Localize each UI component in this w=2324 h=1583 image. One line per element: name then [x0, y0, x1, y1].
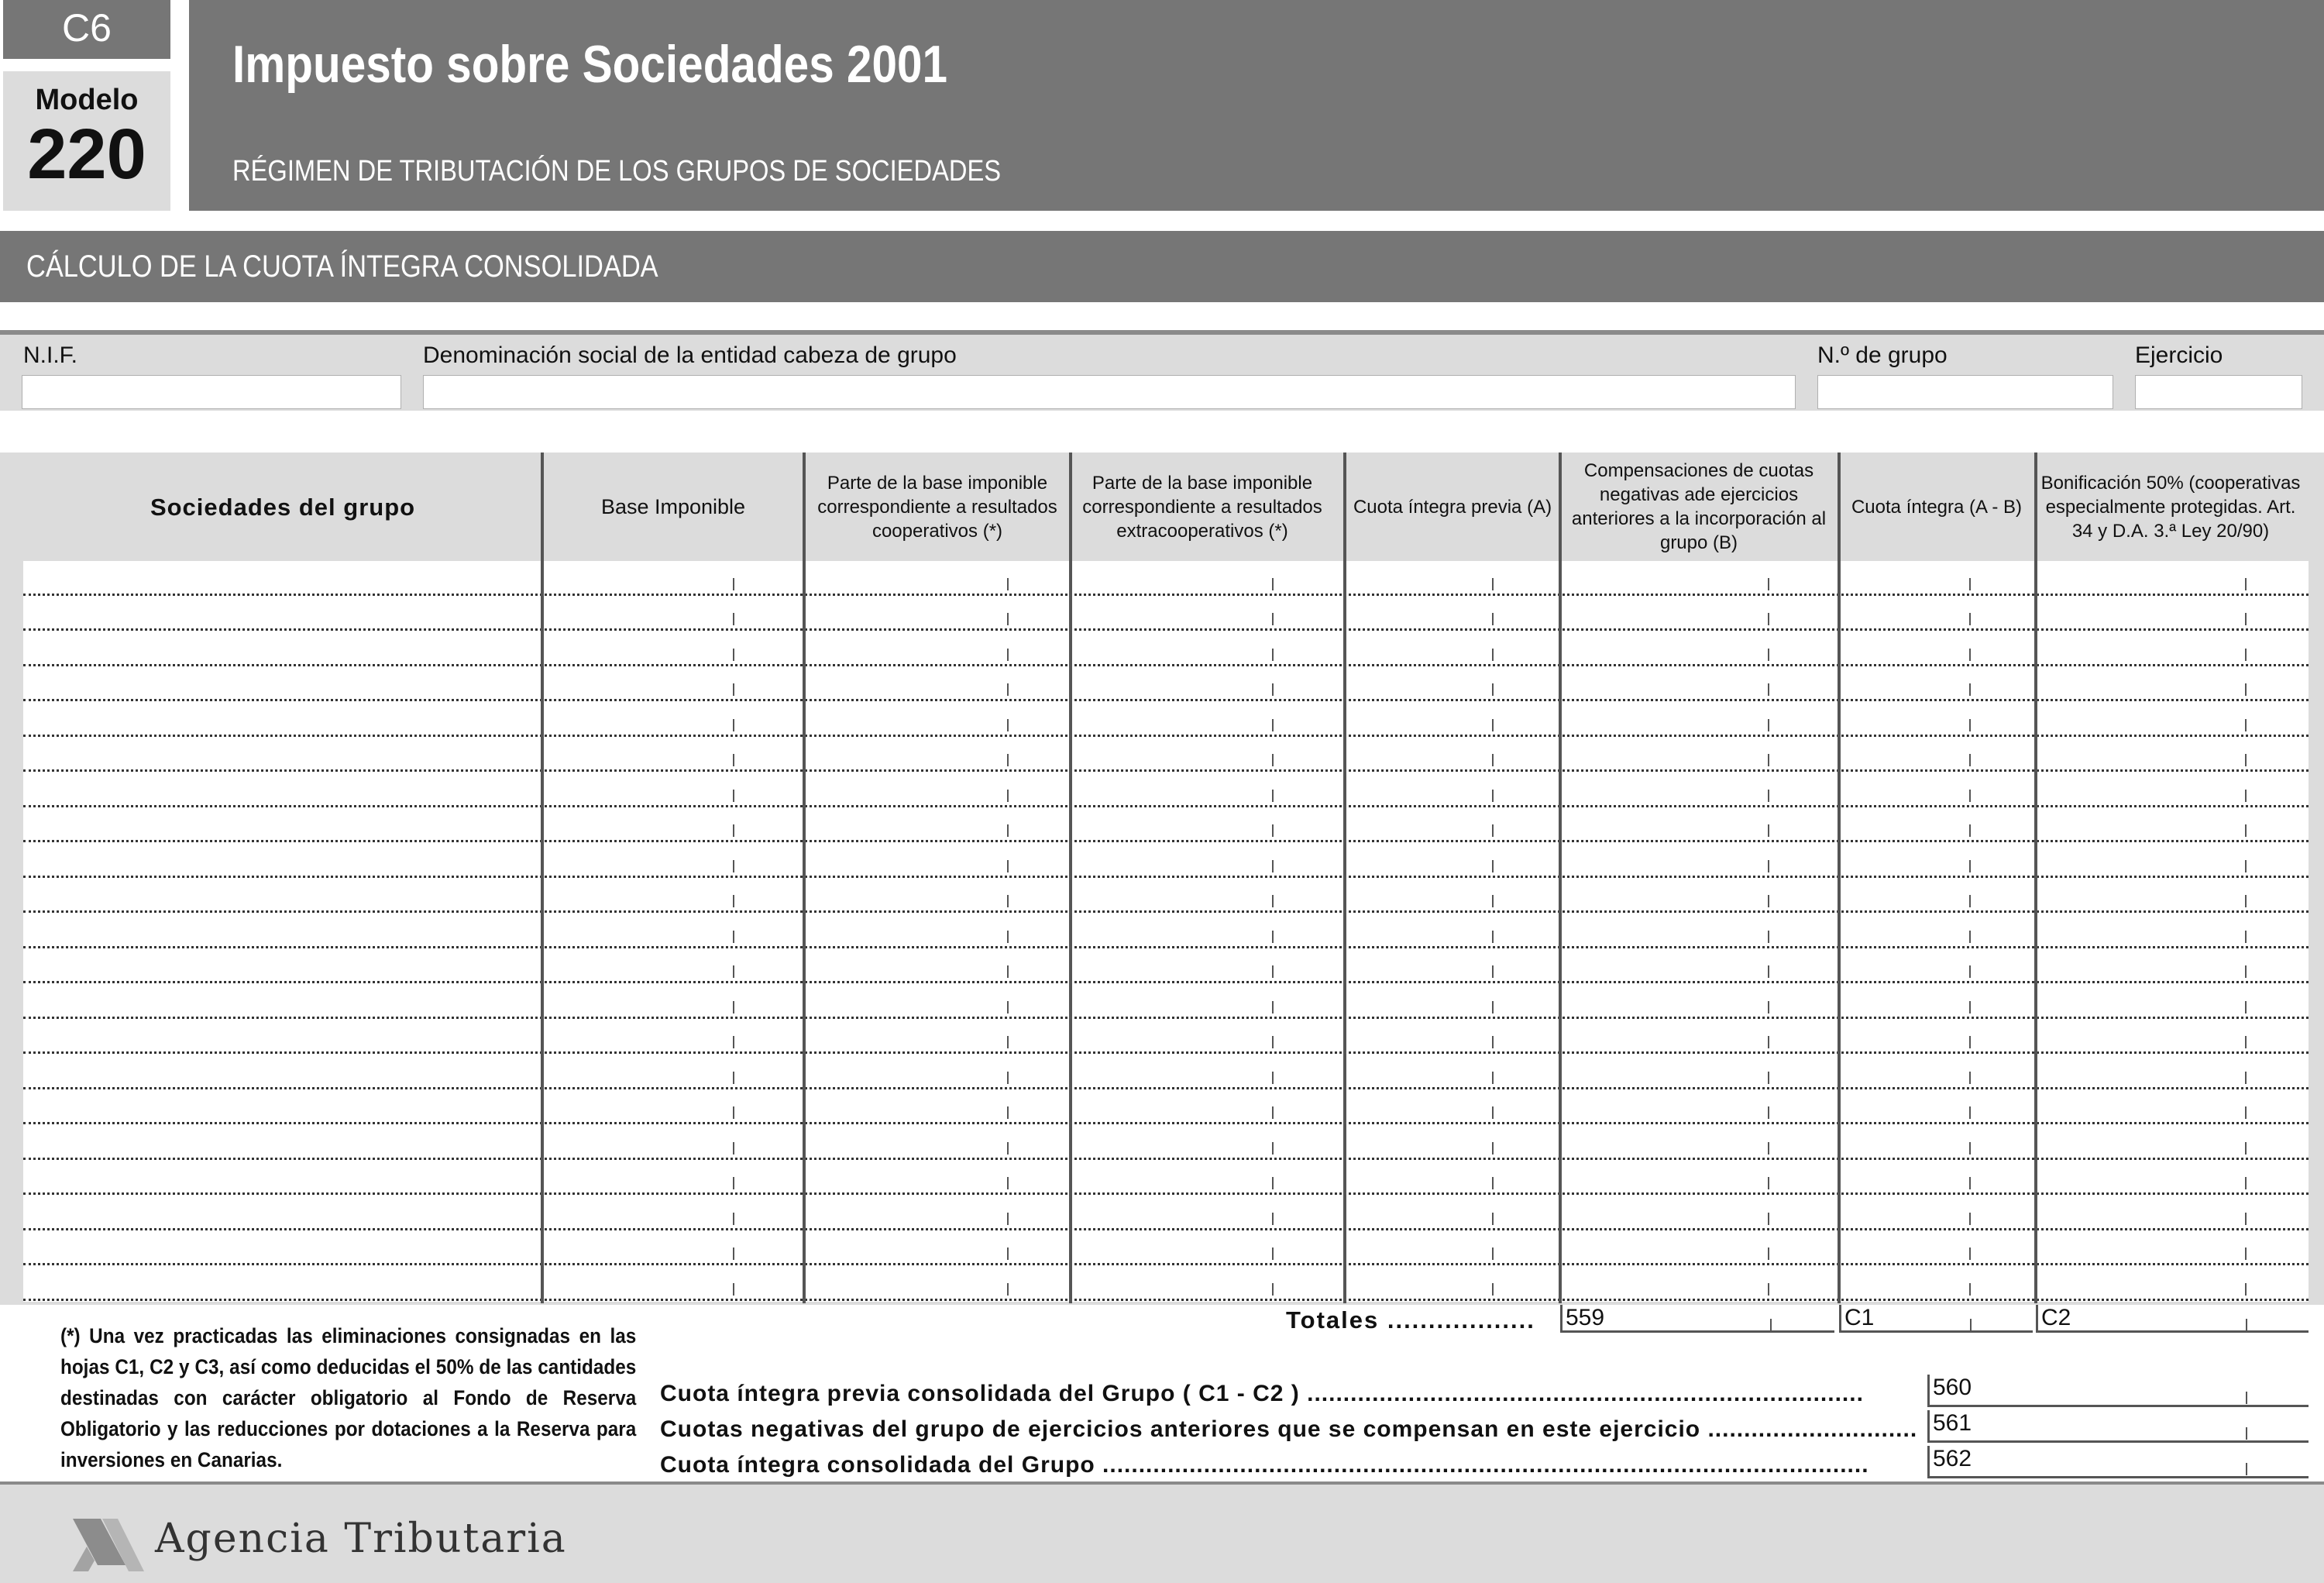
decimal-tick [733, 578, 734, 590]
decimal-tick [2245, 1106, 2247, 1119]
decimal-tick [2245, 1283, 2247, 1296]
page-subtitle: RÉGIMEN DE TRIBUTACIÓN DE LOS GRUPOS DE SOCIEDADES [232, 155, 1002, 188]
table-row[interactable] [23, 876, 2309, 878]
decimal-tick [1969, 1072, 1971, 1084]
table-row[interactable] [23, 1051, 2309, 1054]
decimal-tick [1272, 1283, 1274, 1296]
decimal-tick [733, 1072, 734, 1084]
decimal-tick [1492, 1072, 1494, 1084]
table-row[interactable] [23, 594, 2309, 596]
nif-field[interactable] [22, 375, 401, 409]
decimal-tick [1272, 578, 1274, 590]
decimal-tick [2245, 895, 2247, 907]
decimal-tick [1492, 1036, 1494, 1048]
decimal-tick [2245, 860, 2247, 872]
decimal-tick [1007, 649, 1009, 661]
agencia-tributaria-logo-icon [71, 1511, 146, 1576]
decimal-tick [1272, 1213, 1274, 1225]
decimal-tick [1970, 1319, 1972, 1331]
table-row[interactable] [23, 946, 2309, 948]
section-band [0, 231, 2324, 302]
decimal-tick [2245, 649, 2247, 661]
decimal-tick [1969, 895, 1971, 907]
page-title: Impuesto sobre Sociedades 2001 [232, 35, 948, 94]
decimal-tick [1768, 1247, 1769, 1260]
calc-label-561: Cuotas negativas del grupo de ejercicios anteriores que se compensan en este ejercicio ............................. [660, 1416, 1918, 1442]
decimal-tick [733, 824, 734, 837]
column-divider [541, 453, 544, 1303]
decimal-tick [1969, 790, 1971, 802]
column-header-cooperativos: Parte de la base imponible correspondiente a resultados cooperativos (*) [817, 472, 1057, 542]
decimal-tick [1272, 649, 1274, 661]
decimal-tick [1969, 719, 1971, 731]
decimal-tick [2245, 1001, 2247, 1013]
decimal-tick [1768, 965, 1769, 978]
table-row[interactable] [23, 1017, 2309, 1019]
decimal-tick [2245, 1142, 2247, 1155]
decimal-tick [2245, 1036, 2247, 1048]
decimal-tick [1007, 683, 1009, 696]
decimal-tick [1768, 895, 1769, 907]
decimal-tick [1969, 860, 1971, 872]
decimal-tick [1492, 1247, 1494, 1260]
decimal-tick [1969, 824, 1971, 837]
decimal-tick [1969, 683, 1971, 696]
decimal-tick [1768, 1142, 1769, 1155]
decimal-tick [1492, 1142, 1494, 1155]
decimal-tick [2245, 965, 2247, 978]
decimal-tick [2245, 1247, 2247, 1260]
decimal-tick [1768, 683, 1769, 696]
decimal-tick [733, 1247, 734, 1260]
decimal-tick [733, 1177, 734, 1189]
table-row[interactable] [23, 1122, 2309, 1124]
sheet-code: C6 [3, 0, 170, 59]
decimal-tick [1272, 754, 1274, 766]
column-divider [1838, 453, 1841, 1303]
agency-name: Agencia Tributaria [155, 1516, 567, 1562]
table-row[interactable] [23, 981, 2309, 983]
decimal-tick [1492, 1001, 1494, 1013]
decimal-tick [1272, 790, 1274, 802]
decimal-tick [2245, 754, 2247, 766]
decimal-tick [1007, 1142, 1009, 1155]
table-row[interactable] [23, 805, 2309, 807]
decimal-tick [1007, 790, 1009, 802]
decimal-tick [733, 683, 734, 696]
box-code-561: 561 [1933, 1410, 1972, 1436]
column-header-extracooperativos: Parte de la base imponible correspondiente a resultados extracooperativos (*) [1082, 472, 1322, 542]
decimal-tick [733, 1213, 734, 1225]
decimal-tick [1969, 649, 1971, 661]
decimal-tick [1492, 754, 1494, 766]
decimal-tick [2245, 790, 2247, 802]
decimal-tick [1969, 613, 1971, 625]
table-row[interactable] [23, 840, 2309, 842]
box-code-560: 560 [1933, 1375, 1972, 1400]
decimal-tick [1969, 578, 1971, 590]
decimal-tick [1768, 1213, 1769, 1225]
decimal-tick [1969, 1106, 1971, 1119]
grupo-label: N.º de grupo [1817, 342, 1948, 368]
column-header-base-imponible: Base Imponible [600, 494, 746, 518]
decimal-tick [1969, 965, 1971, 978]
decimal-tick [1272, 1072, 1274, 1084]
table-row[interactable] [23, 769, 2309, 772]
table-row[interactable] [23, 1158, 2309, 1160]
decimal-tick [2246, 1463, 2247, 1475]
decimal-tick [733, 860, 734, 872]
decimal-tick [1768, 1072, 1769, 1084]
decimal-tick [2245, 613, 2247, 625]
calc-label-560: Cuota íntegra previa consolidada del Grupo ( C1 - C2 ) ............................................................................. [660, 1381, 1864, 1406]
decimal-tick [733, 965, 734, 978]
decimal-tick [1768, 1106, 1769, 1119]
box-code-559: 559 [1566, 1305, 1605, 1330]
denominacion-field[interactable] [423, 375, 1796, 409]
decimal-tick [1492, 613, 1494, 625]
decimal-tick [1492, 860, 1494, 872]
decimal-tick [1768, 1001, 1769, 1013]
decimal-tick [1768, 754, 1769, 766]
table-row[interactable] [23, 628, 2309, 631]
decimal-tick [733, 649, 734, 661]
decimal-tick [1492, 965, 1494, 978]
decimal-tick [1007, 965, 1009, 978]
decimal-tick [1768, 931, 1769, 943]
table-row[interactable] [23, 664, 2309, 666]
modelo-number: 220 [27, 115, 146, 194]
table-row[interactable] [23, 1192, 2309, 1195]
decimal-tick [2245, 824, 2247, 837]
decimal-tick [1272, 683, 1274, 696]
column-header-compensaciones: Compensaciones de cuotas negativas ade ejercicios anteriores a la incorporación al grupo (B) [1571, 460, 1827, 553]
modelo-box [3, 71, 170, 211]
decimal-tick [1768, 719, 1769, 731]
decimal-tick [1492, 649, 1494, 661]
ejercicio-label: Ejercicio [2135, 342, 2223, 368]
decimal-tick [1969, 1036, 1971, 1048]
decimal-tick [1969, 1177, 1971, 1189]
column-divider [1559, 453, 1562, 1303]
decimal-tick [1768, 1177, 1769, 1189]
decimal-tick [733, 754, 734, 766]
decimal-tick [1272, 1177, 1274, 1189]
decimal-tick [2245, 578, 2247, 590]
decimal-tick [1272, 860, 1274, 872]
decimal-tick [1492, 1106, 1494, 1119]
decimal-tick [1272, 965, 1274, 978]
decimal-tick [1768, 790, 1769, 802]
decimal-tick [2246, 1319, 2247, 1331]
column-header-cuota-previa: Cuota íntegra previa (A) [1353, 496, 1552, 518]
decimal-tick [733, 1142, 734, 1155]
decimal-tick [2245, 683, 2247, 696]
decimal-tick [1007, 1247, 1009, 1260]
decimal-tick [1969, 1213, 1971, 1225]
decimal-tick [1272, 1247, 1274, 1260]
decimal-tick [1492, 719, 1494, 731]
decimal-tick [1007, 1213, 1009, 1225]
decimal-tick [1007, 754, 1009, 766]
box-code-c2: C2 [2041, 1305, 2071, 1330]
decimal-tick [1007, 578, 1009, 590]
decimal-tick [733, 895, 734, 907]
decimal-tick [1492, 1283, 1494, 1296]
section-title: CÁLCULO DE LA CUOTA ÍNTEGRA CONSOLIDADA [26, 249, 658, 284]
column-divider [1069, 453, 1072, 1303]
decimal-tick [1007, 895, 1009, 907]
column-header-cuota-integra: Cuota íntegra (A - B) [1851, 496, 2023, 518]
decimal-tick [733, 1283, 734, 1296]
decimal-tick [1007, 860, 1009, 872]
decimal-tick [733, 1106, 734, 1119]
decimal-tick [1969, 931, 1971, 943]
table-row[interactable] [23, 1087, 2309, 1089]
total-box-559[interactable] [1560, 1305, 1834, 1333]
decimal-tick [1768, 613, 1769, 625]
table-row[interactable] [23, 735, 2309, 737]
modelo-label: Modelo [35, 84, 139, 116]
footnote [46, 1316, 651, 1480]
column-header-bonificacion: Bonificación 50% (cooperativas especialmente protegidas. Art. 34 y D.A. 3.ª Ley 20/90) [2040, 472, 2301, 542]
decimal-tick [1492, 895, 1494, 907]
decimal-tick [1969, 1142, 1971, 1155]
decimal-tick [1007, 824, 1009, 837]
decimal-tick [1492, 683, 1494, 696]
footer [0, 1481, 2324, 1583]
calc-box-562[interactable] [1927, 1446, 2309, 1478]
decimal-tick [733, 931, 734, 943]
decimal-tick [1272, 931, 1274, 943]
box-code-562: 562 [1933, 1446, 1972, 1471]
decimal-tick [1007, 719, 1009, 731]
decimal-tick [1007, 1106, 1009, 1119]
decimal-tick [1969, 754, 1971, 766]
decimal-tick [733, 613, 734, 625]
grupo-field[interactable] [1817, 375, 2113, 409]
table-body[interactable] [23, 561, 2309, 1302]
decimal-tick [1492, 790, 1494, 802]
identification-row [0, 330, 2324, 411]
decimal-tick [1768, 649, 1769, 661]
decimal-tick [733, 1036, 734, 1048]
decimal-tick [1272, 1001, 1274, 1013]
decimal-tick [1272, 824, 1274, 837]
decimal-tick [1492, 1213, 1494, 1225]
column-header-sociedades: Sociedades del grupo [150, 493, 416, 521]
decimal-tick [1770, 1319, 1772, 1331]
decimal-tick [1007, 1177, 1009, 1189]
decimal-tick [2246, 1427, 2247, 1440]
decimal-tick [1768, 578, 1769, 590]
decimal-tick [1007, 931, 1009, 943]
decimal-tick [1768, 1283, 1769, 1296]
calc-label-562: Cuota íntegra consolidada del Grupo .......................................................................................................... [660, 1452, 1869, 1478]
totales-label: Totales .................. [1286, 1306, 1535, 1334]
calc-box-561[interactable] [1927, 1410, 2309, 1443]
total-box-c1[interactable] [1839, 1305, 2033, 1333]
decimal-tick [733, 1001, 734, 1013]
title-band [189, 0, 2324, 211]
decimal-tick [1272, 1036, 1274, 1048]
decimal-tick [2245, 1213, 2247, 1225]
decimal-tick [1272, 613, 1274, 625]
calc-box-560[interactable] [1927, 1375, 2309, 1407]
decimal-tick [1272, 719, 1274, 731]
column-divider [1343, 453, 1346, 1303]
footnote-text: (*) Una vez practicadas las eliminaciones consignadas en las hojas C1, C2 y C3, así como deducidas el 50% de las cantidades destinadas con carácter obligatorio al Fondo de Reserva Obligatorio y las reducciones por dotaciones a la Reserva para inversiones en Canarias. [60, 1324, 637, 1471]
decimal-tick [1492, 1177, 1494, 1189]
decimal-tick [2245, 719, 2247, 731]
decimal-tick [1492, 824, 1494, 837]
decimal-tick [1492, 578, 1494, 590]
column-divider [2034, 453, 2037, 1303]
decimal-tick [1007, 1036, 1009, 1048]
decimal-tick [1768, 1036, 1769, 1048]
decimal-tick [733, 790, 734, 802]
table-row[interactable] [23, 910, 2309, 913]
decimal-tick [1007, 613, 1009, 625]
decimal-tick [1969, 1247, 1971, 1260]
total-box-c2[interactable] [2036, 1305, 2309, 1333]
decimal-tick [2246, 1392, 2247, 1404]
decimal-tick [1969, 1001, 1971, 1013]
decimal-tick [2245, 1177, 2247, 1189]
decimal-tick [1007, 1283, 1009, 1296]
decimal-tick [1768, 824, 1769, 837]
decimal-tick [2245, 1072, 2247, 1084]
decimal-tick [1969, 1283, 1971, 1296]
decimal-tick [1272, 1142, 1274, 1155]
nif-label: N.I.F. [23, 342, 78, 368]
decimal-tick [1007, 1072, 1009, 1084]
decimal-tick [1007, 1001, 1009, 1013]
table-row[interactable] [23, 1228, 2309, 1230]
decimal-tick [1768, 860, 1769, 872]
decimal-tick [733, 719, 734, 731]
ejercicio-field[interactable] [2135, 375, 2302, 409]
decimal-tick [1492, 931, 1494, 943]
denominacion-label: Denominación social de la entidad cabeza de grupo [423, 342, 957, 368]
column-divider [803, 453, 806, 1303]
table-row[interactable] [23, 1299, 2309, 1301]
decimal-tick [1272, 1106, 1274, 1119]
decimal-tick [1272, 895, 1274, 907]
box-code-c1: C1 [1844, 1305, 1875, 1330]
decimal-tick [2245, 931, 2247, 943]
sociedades-table [0, 453, 2324, 1305]
table-row[interactable] [23, 699, 2309, 701]
table-row[interactable] [23, 1263, 2309, 1265]
